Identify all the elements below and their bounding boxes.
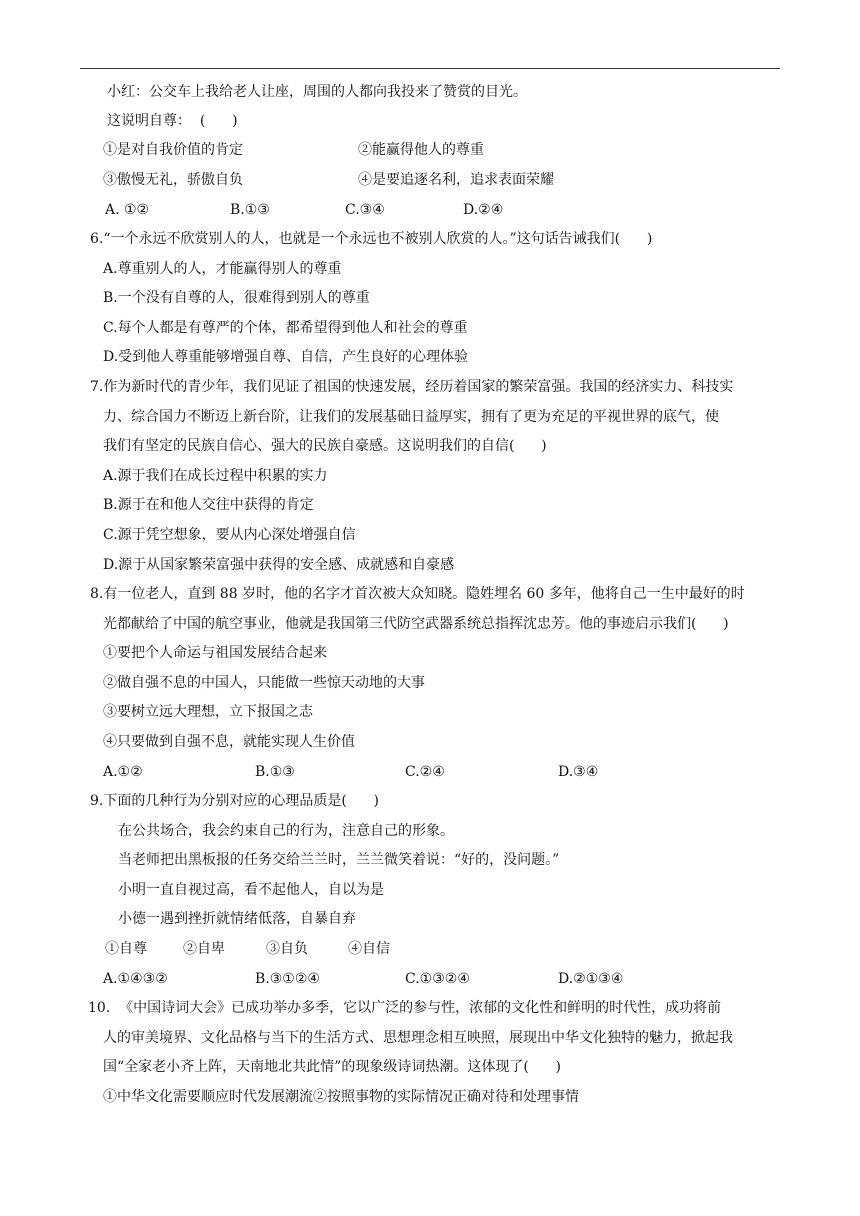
q7-option-d: D.源于从国家繁荣富强中获得的安全感、成就感和自豪感 (103, 557, 455, 573)
q10-stem-line-3: 国“全家老小齐上阵，天南地北共此情”的现象级诗词热潮。这体现了( ) (103, 1059, 561, 1075)
q5-stem: 这说明自尊： ( ) (107, 113, 238, 129)
q9-quality-2: ②自卑 (183, 941, 225, 957)
q9-option-d: D.②①③④ (558, 971, 624, 987)
q9-behavior-1: 在公共场合，我会约束自己的行为，注意自己的形象。 (118, 823, 454, 839)
q5-option-c: C.③④ (345, 202, 385, 218)
q7-option-b: B.源于在和他人交往中获得的肯定 (103, 497, 314, 513)
q8-option-d: D.③④ (558, 764, 599, 780)
q8-option-a: A.①② (103, 764, 143, 780)
q8-option-c: C.②④ (405, 764, 445, 780)
q8-statement-1: ①要把个人命运与祖国发展结合起来 (103, 645, 327, 661)
q8-option-b: B.①③ (255, 764, 295, 780)
q5-statement-1: ①是对自我价值的肯定 (103, 142, 243, 158)
q6-option-d: D.受到他人尊重能够增强自尊、自信，产生良好的心理体验 (103, 349, 469, 365)
q9-quality-4: ④自信 (348, 941, 390, 957)
q9-behavior-4: 小德一遇到挫折就情绪低落，自暴自弃 (118, 911, 356, 927)
q9-stem: 9.下面的几种行为分别对应的心理品质是( ) (90, 793, 379, 809)
q9-behavior-2: 当老师把出黑板报的任务交给兰兰时，兰兰微笑着说：“好的，没问题。” (118, 852, 560, 868)
header-rule (80, 68, 780, 69)
q6-stem: 6.“一个永远不欣赏别人的人，也就是一个永远也不被别人欣赏的人。”这句话告诫我们( ) (90, 231, 653, 247)
q10-statement-line: ①中华文化需要顺应时代发展潮流②按照事物的实际情况正确对待和处理事情 (103, 1089, 579, 1105)
q9-option-a: A.①④③② (103, 971, 168, 987)
q7-stem-line-1: 7.作为新时代的青少年，我们见证了祖国的快速发展，经历着国家的繁荣富强。我国的经济实力、科技实 (90, 379, 734, 395)
q5-statement-2: ②能赢得他人的尊重 (358, 142, 484, 158)
q5-statement-3: ③傲慢无礼，骄傲自负 (103, 172, 243, 188)
q8-statement-2: ②做自强不息的中国人，只能做一些惊天动地的大事 (103, 675, 425, 691)
q5-option-b: B.①③ (230, 202, 270, 218)
q5-option-d: D.②④ (463, 202, 504, 218)
q5-option-a: A. ①② (105, 202, 150, 218)
q6-option-c: C.每个人都是有尊严的个体，都希望得到他人和社会的尊重 (103, 320, 468, 336)
q9-option-b: B.③①②④ (255, 971, 320, 987)
q8-stem-line-1: 8.有一位老人，直到 88 岁时，他的名字才首次被大众知晓。隐姓埋名 60 多年，他将自己一生中最好的时 (90, 586, 745, 602)
q8-stem-line-2: 光都献给了中国的航空事业，他就是我国第三代防空武器系统总指挥沈忠芳。他的事迹启示我们( ) (103, 616, 729, 632)
q5-scenario: 小红：公交车上我给老人让座，周围的人都向我投来了赞赏的目光。 (107, 84, 527, 100)
q8-statement-3: ③要树立远大理想，立下报国之志 (103, 704, 313, 720)
q7-option-a: A.源于我们在成长过程中积累的实力 (103, 468, 328, 484)
q8-statement-4: ④只要做到自强不息，就能实现人生价值 (103, 734, 355, 750)
q6-option-a: A.尊重别人的人，才能赢得别人的尊重 (103, 261, 342, 277)
q9-quality-3: ③自负 (266, 941, 308, 957)
q7-option-c: C.源于凭空想象，要从内心深处增强自信 (103, 527, 356, 543)
q7-stem-line-3: 我们有坚定的民族自信心、强大的民族自豪感。这说明我们的自信( ) (103, 438, 547, 454)
q10-stem-line-2: 人的审美境界、文化品格与当下的生活方式、思想理念相互映照，展现出中华文化独特的魅力，掀起我 (103, 1030, 733, 1046)
q9-behavior-3: 小明一直自视过高，看不起他人，自以为是 (118, 882, 384, 898)
q9-quality-1: ①自尊 (105, 941, 147, 957)
q9-option-c: C.①③②④ (405, 971, 470, 987)
q10-stem-line-1: 10. 《中国诗词大会》已成功举办多季，它以广泛的参与性，浓郁的文化性和鲜明的时代性，成功将前 (88, 1000, 722, 1016)
q7-stem-line-2: 力、综合国力不断迈上新台阶，让我们的发展基础日益厚实，拥有了更为充足的平视世界的底气，使 (103, 409, 719, 425)
q5-statement-4: ④是要追逐名利，追求表面荣耀 (358, 172, 554, 188)
q6-option-b: B.一个没有自尊的人，很难得到别人的尊重 (103, 290, 370, 306)
